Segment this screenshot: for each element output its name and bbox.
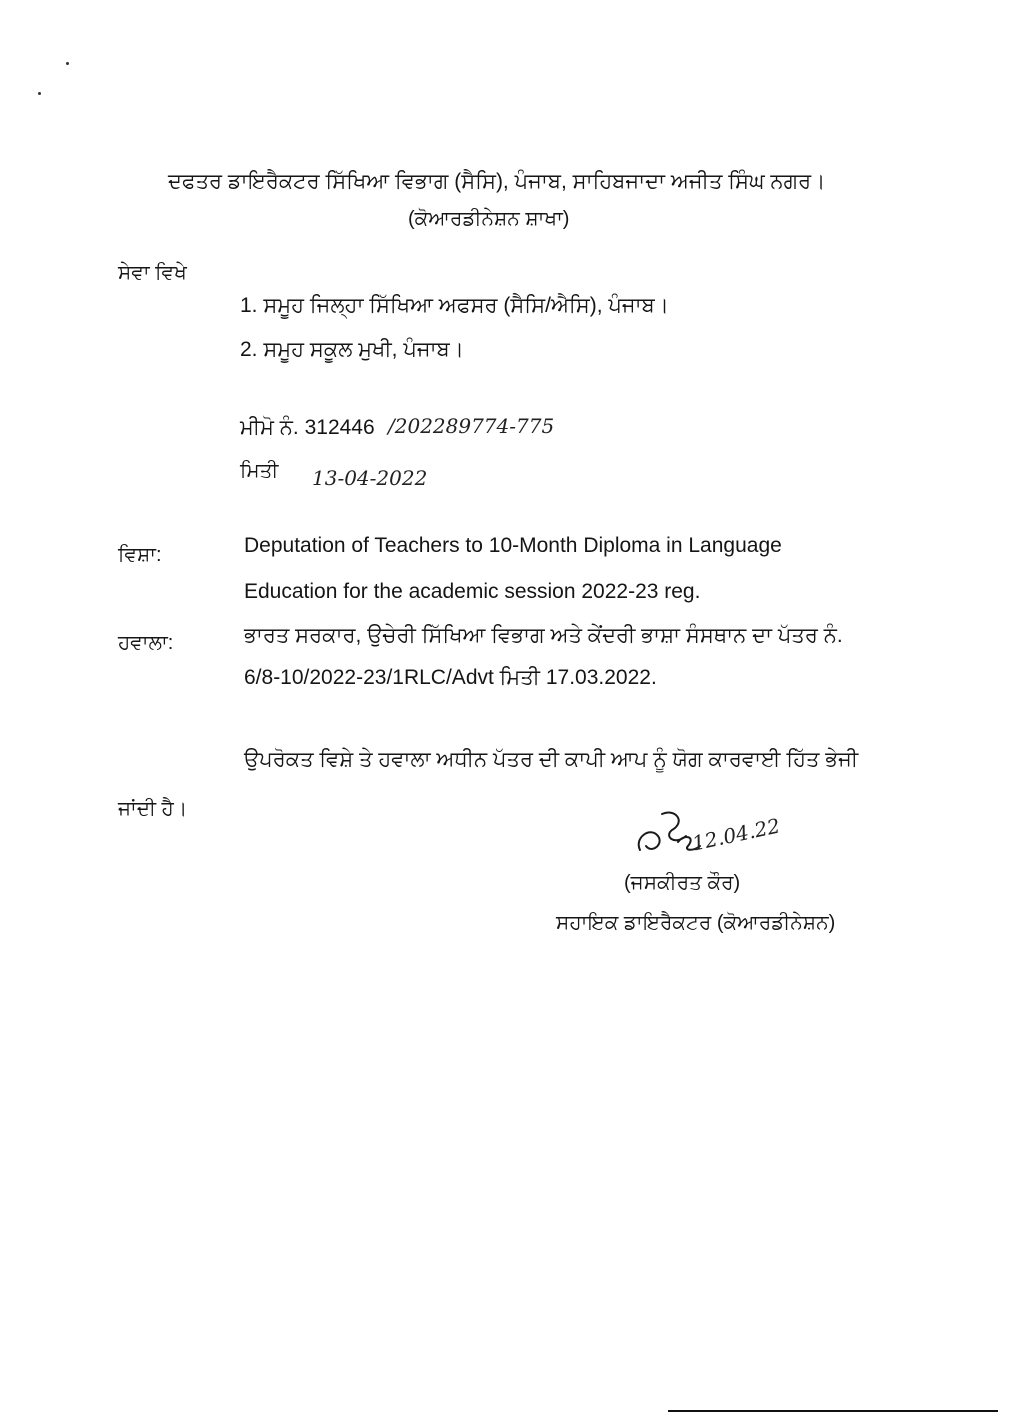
signature-date: 12.04.22 [690, 813, 783, 856]
signatory-name: (ਜਸਕੀਰਤ ਕੌਰ) [624, 872, 741, 894]
bottom-rule [668, 1410, 998, 1412]
memo-handwritten-date: 13-04-2022 [312, 466, 428, 490]
subject-label: ਵਿਸ਼ਾ: [118, 544, 162, 566]
addressee-label: ਸੇਵਾ ਵਿਖੇ [118, 262, 187, 284]
office-heading: ਦਫਤਰ ਡਾਇਰੈਕਟਰ ਸਿੱਖਿਆ ਵਿਭਾਗ (ਸੈਸਿ), ਪੰਜਾਬ, ਸਾਹਿਬਜਾਦਾ ਅਜੀਤ ਸਿੰਘ ਨਗਰ। [168, 170, 826, 193]
addressee-item: 2. ਸਮੂਹ ਸਕੂਲ ਮੁਖੀ, ਪੰਜਾਬ। [240, 338, 464, 361]
memo-handwritten-number: /202289774-775 [388, 414, 555, 438]
memo-number: ਮੀਮੋ ਨੰ. 312446 [240, 416, 375, 439]
reference-label: ਹਵਾਲਾ: [118, 632, 174, 654]
reference-line: ਭਾਰਤ ਸਰਕਾਰ, ਉਚੇਰੀ ਸਿੱਖਿਆ ਵਿਭਾਗ ਅਤੇ ਕੇਂਦਰੀ ਭਾਸ਼ਾ ਸੰਸਥਾਨ ਦਾ ਪੱਤਰ ਨੰ. [244, 624, 843, 647]
branch-heading: (ਕੋਆਰਡੀਨੇਸ਼ਨ ਸ਼ਾਖਾ) [408, 208, 570, 230]
subject-line: Deputation of Teachers to 10-Month Diploma in Language [244, 534, 782, 557]
addressee-item: 1. ਸਮੂਹ ਜਿਲ੍ਹਾ ਸਿੱਖਿਆ ਅਫਸਰ (ਸੈਸਿ/ਐਸਿ), ਪੰਜਾਬ। [240, 294, 669, 317]
reference-line: 6/8-10/2022-23/1RLC/Advt ਮਿਤੀ 17.03.2022. [244, 666, 657, 689]
subject-line: Education for the academic session 2022-23 reg. [244, 580, 701, 603]
scan-speck [38, 92, 41, 95]
signatory-designation: ਸਹਾਇਕ ਡਾਇਰੈਕਟਰ (ਕੋਆਰਡੀਨੇਸ਼ਨ) [556, 912, 836, 934]
scan-speck [66, 62, 69, 65]
body-line: ਉਪਰੋਕਤ ਵਿਸ਼ੇ ਤੇ ਹਵਾਲਾ ਅਧੀਨ ਪੱਤਰ ਦੀ ਕਾਪੀ ਆਪ ਨੂੰ ਯੋਗ ਕਾਰਵਾਈ ਹਿੱਤ ਭੇਜੀ [244, 748, 859, 771]
body-line: ਜਾਂਦੀ ਹੈ। [118, 798, 188, 820]
memo-date-label: ਮਿਤੀ [240, 460, 279, 482]
